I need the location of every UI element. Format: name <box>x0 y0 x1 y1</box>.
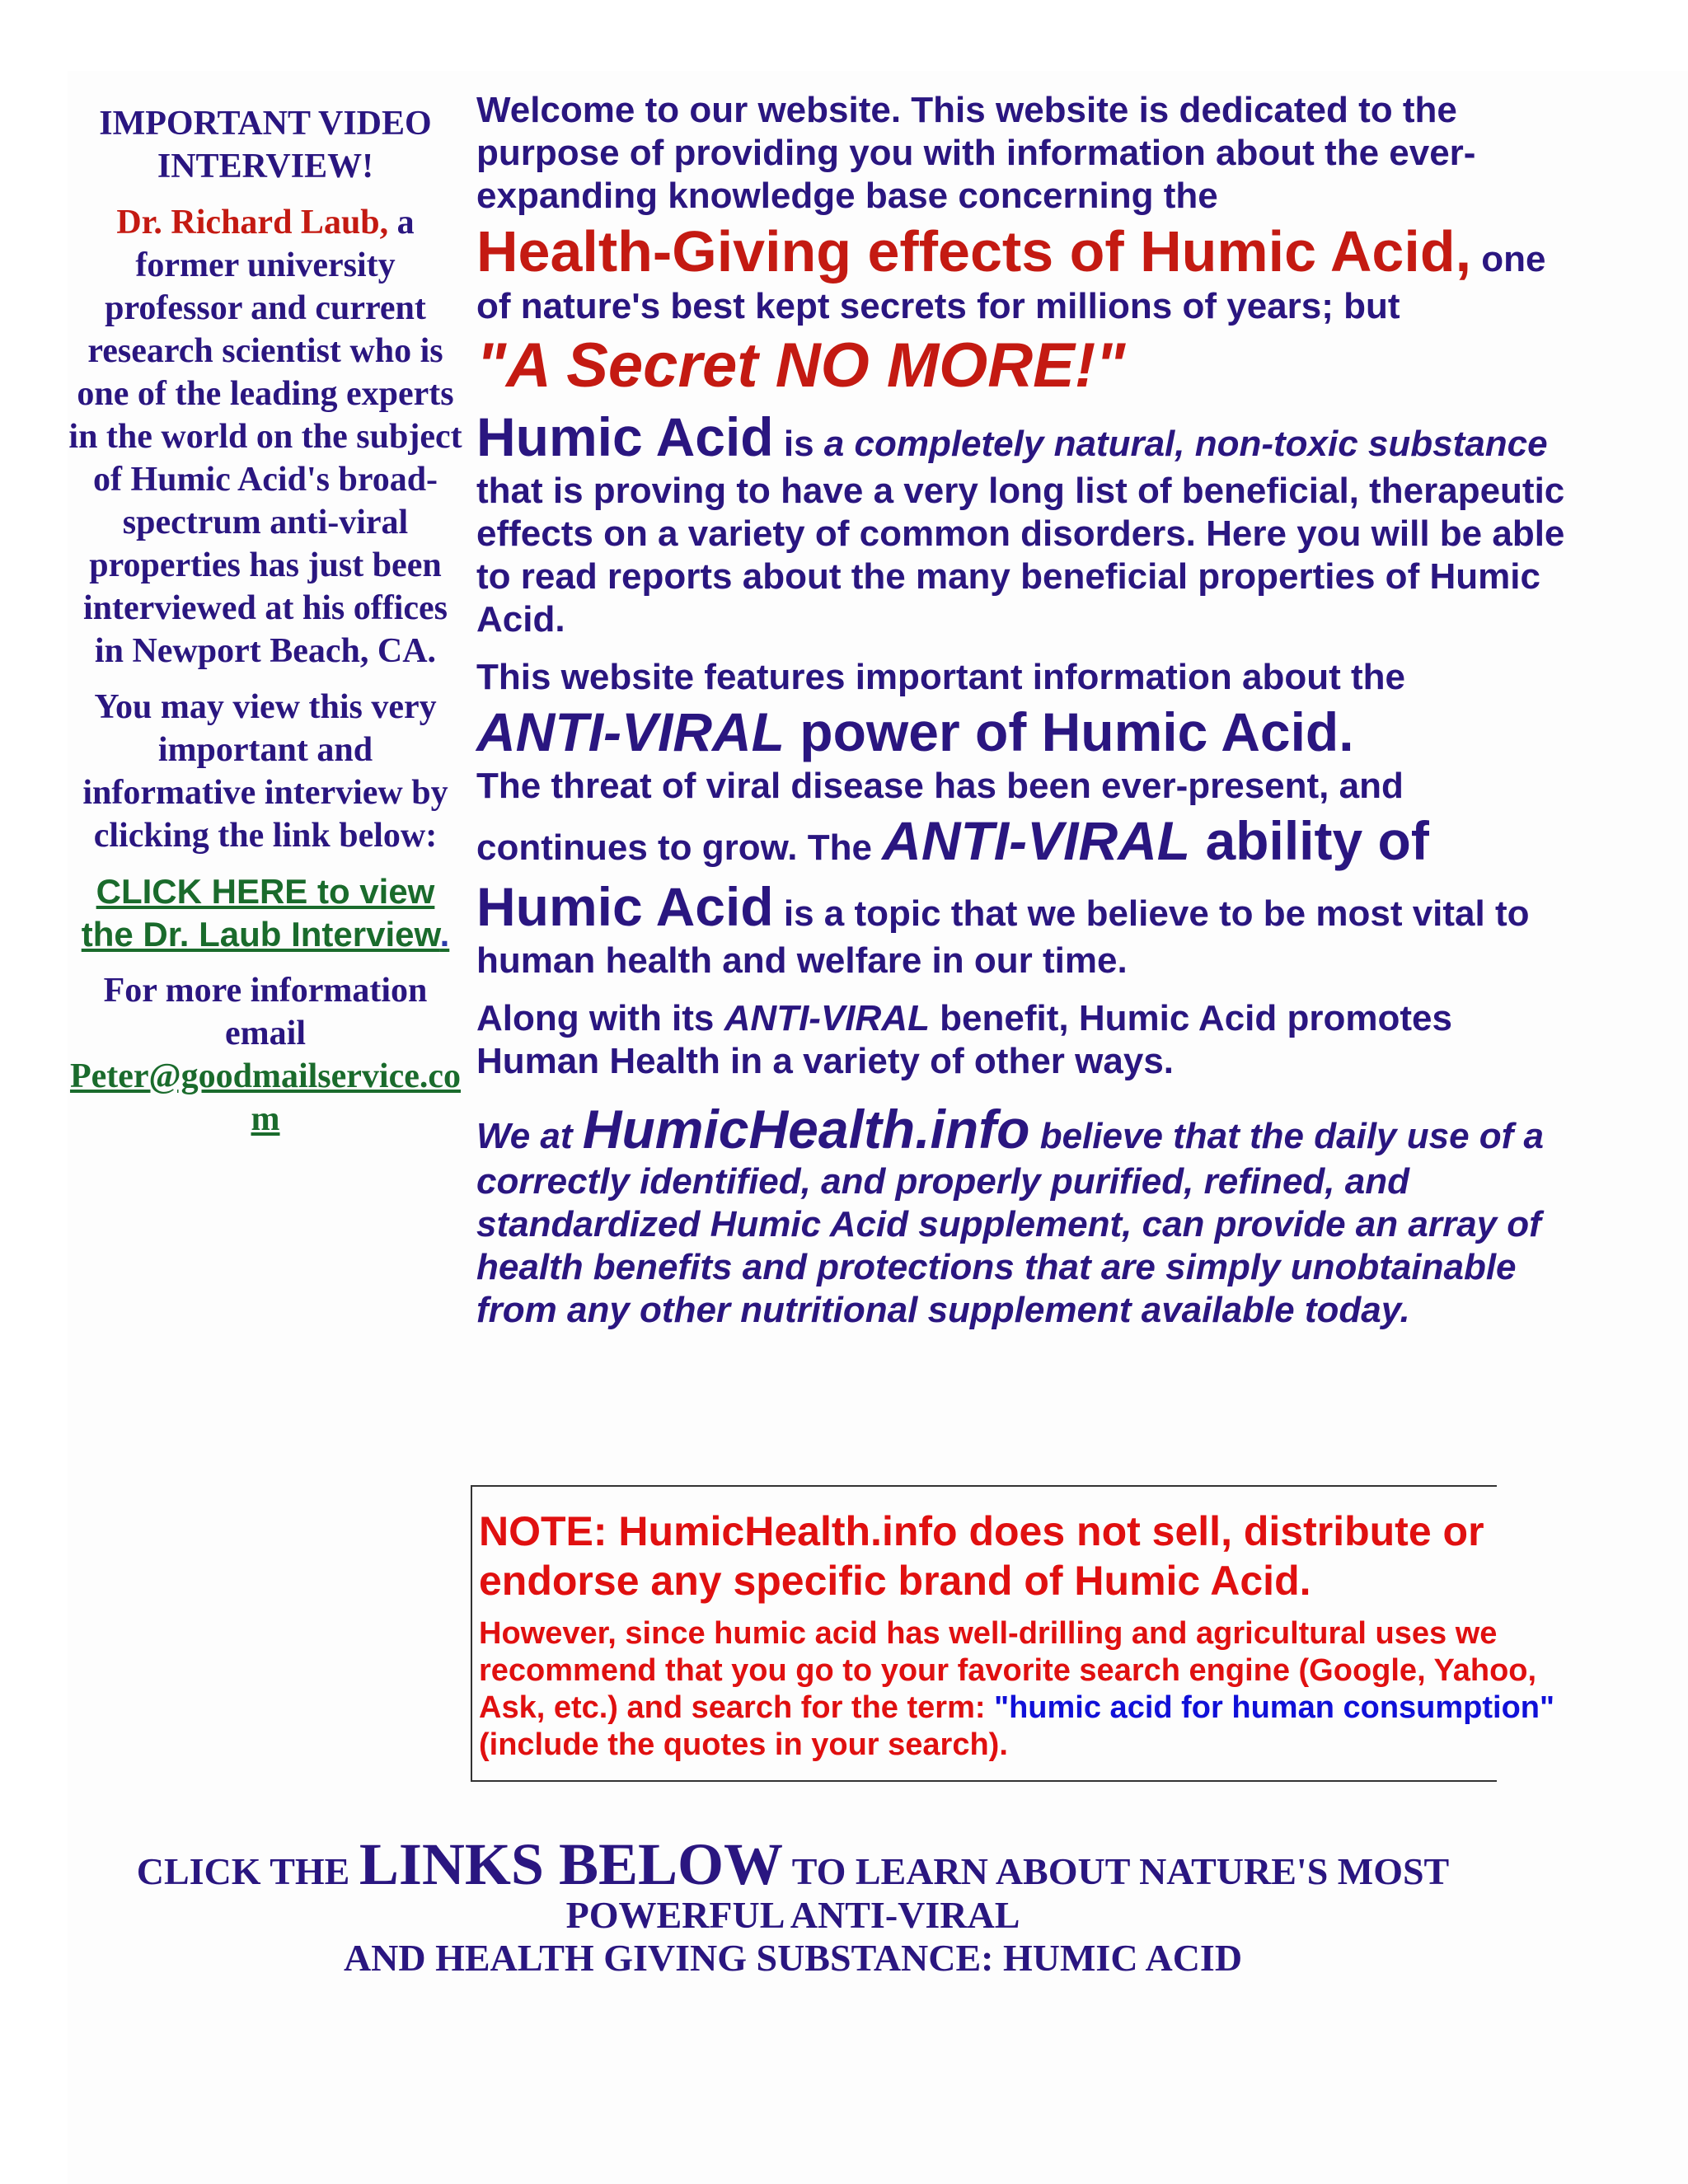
interview-link-text[interactable]: CLICK HERE to view the Dr. Laub Interview <box>81 872 440 954</box>
main-content <box>476 89 1581 1332</box>
secret-no-more-heading: "A Secret NO MORE!" <box>476 330 1126 401</box>
doctor-bio: a former university professor and current research scientist who is one of the leading experts in the world on the subject of Humic Acid's broad-spectrum anti-viral properties has just been interviewed at his offices in Newport Beach, CA. <box>68 204 462 670</box>
more-info-text: For more information email <box>103 972 428 1052</box>
health-giving-heading: Health-Giving effects of Humic Acid, <box>476 219 1472 284</box>
note-title: NOTE: HumicHealth.info does not sell, distribute or endorse any specific brand of Humic Acid. <box>479 1508 1484 1604</box>
footer-links-heading <box>68 1831 1518 1980</box>
note-body <box>479 1615 1608 1764</box>
learn-text-1: TO LEARN ABOUT NATURE'S MOST POWERFUL ANTI-VIRAL <box>565 1850 1450 1936</box>
spacer <box>476 982 1581 997</box>
proving-text: that is proving to have a very long list of beneficial, therapeutic effects on a variety of common disorders. Here you will be able to read reports about the many beneficial properties of Humic Acid. <box>476 471 1565 640</box>
antiviral-inline: ANTI-VIRAL <box>724 998 930 1038</box>
features-text: This website features important information about the <box>476 657 1405 697</box>
doctor-paragraph <box>68 201 463 673</box>
email-link[interactable]: Peter@goodmailservice.com <box>69 1057 462 1138</box>
belief-paragraph <box>476 1098 1581 1332</box>
features-paragraph <box>476 656 1581 982</box>
natural-text: a completely natural, non-toxic substance <box>823 424 1548 464</box>
power-heading: power of Humic Acid. <box>784 701 1354 762</box>
note-body-text: However, since humic acid has well-drilling and agricultural uses we recommend that you go to your favorite search engine (Google, Yahoo, Ask, etc.) and search for the term: <box>479 1616 1537 1725</box>
sidebar <box>68 102 463 1154</box>
note-box <box>471 1485 1555 1782</box>
welcome-paragraph <box>476 89 1581 328</box>
antiviral-heading-2: ANTI-VIRAL <box>882 810 1191 871</box>
doctor-name: Dr. Richard Laub, <box>116 204 389 241</box>
spacer <box>476 641 1581 656</box>
view-prompt: You may view this very important and informative interview by clicking the link below: <box>82 688 448 855</box>
kept-secrets-text: one of nature's best kept secrets for millions of years; but <box>476 239 1546 326</box>
links-below-text: LINKS BELOW <box>359 1831 784 1897</box>
is-text: is <box>773 424 824 464</box>
humic-acid-paragraph <box>476 404 1581 641</box>
footer-line-2: AND HEALTH GIVING SUBSTANCE: HUMIC ACID <box>343 1937 1243 1979</box>
humic-acid-heading: Humic Acid <box>476 406 774 467</box>
antiviral-heading-1: ANTI-VIRAL <box>476 701 785 762</box>
benefit-text: benefit, Humic Acid promotes Human Health in a variety of other ways. <box>476 998 1452 1081</box>
footer-line-1 <box>68 1831 1518 1937</box>
interview-link-paragraph <box>68 870 463 956</box>
topic-text: is a topic that we believe to be most vital to human health and welfare in our time. <box>476 893 1530 981</box>
search-term: "humic acid for human consumption" <box>994 1690 1555 1725</box>
along-text: Along with its <box>476 998 724 1038</box>
click-the-text: CLICK THE <box>136 1850 359 1892</box>
video-heading: IMPORTANT VIDEO INTERVIEW! <box>99 105 432 185</box>
believe-text: believe that the daily use of a correctly identified, and properly purified, refined, and standardized Humic Acid supplement, can provide an array of health benefits and protections that are simply unobtainable from any other nutritional supplement available today. <box>476 1116 1545 1330</box>
note-body-end: (include the quotes in your search). <box>479 1727 1008 1762</box>
spacer <box>476 1083 1581 1098</box>
ability-heading: ability of Humic Acid <box>476 810 1429 937</box>
brand-name: HumicHealth.info <box>582 1099 1030 1160</box>
threat-text: The threat of viral disease has been ever-present, and continues to grow. The <box>476 766 1404 868</box>
we-at-text: We at <box>476 1116 583 1156</box>
interview-link-period: . <box>439 915 450 954</box>
more-info-paragraph <box>68 969 463 1141</box>
interview-link[interactable] <box>68 870 463 956</box>
welcome-text: Welcome to our website. This website is dedicated to the purpose of providing you with information about the ever-expanding knowledge base concerning the <box>476 90 1476 216</box>
along-paragraph <box>476 997 1581 1083</box>
